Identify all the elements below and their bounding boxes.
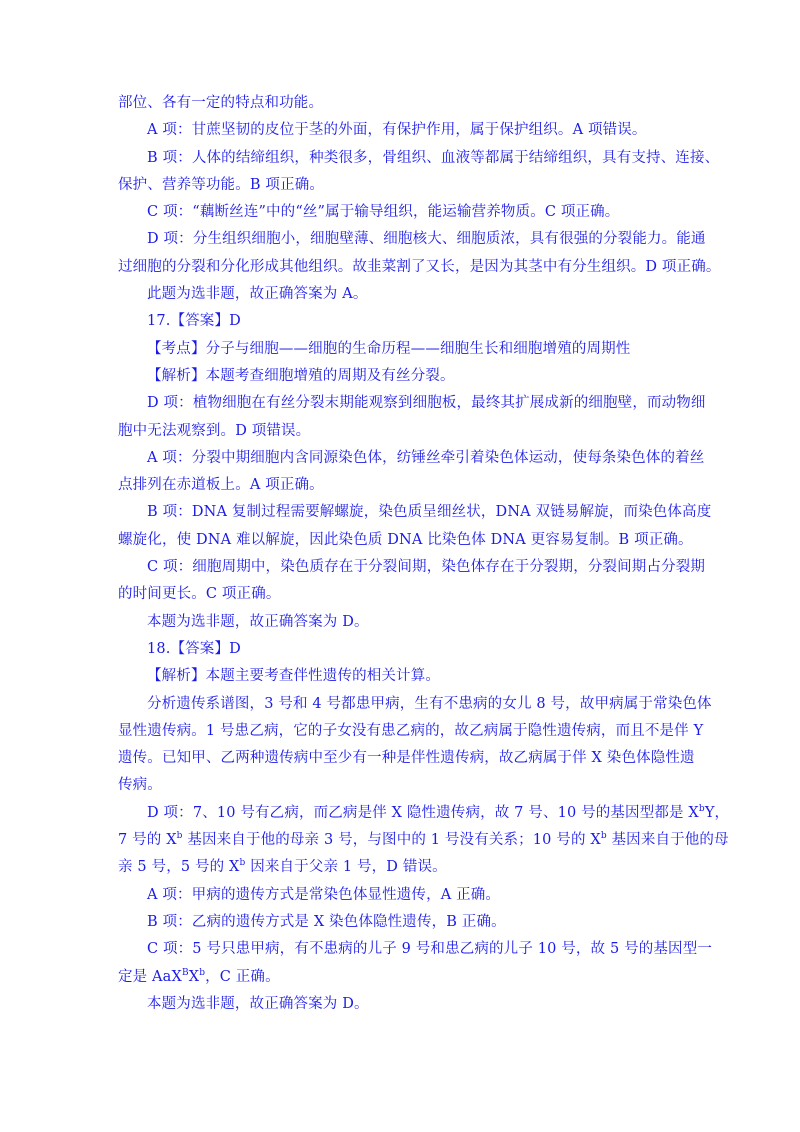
paragraph-line: 【解析】本题主要考查伴性遗传的相关计算。 [147,668,440,685]
paragraph-line: 7 号的 $X^b$ 基因来自于他的母亲 3 号，与图中的 1 号没有关系；10 号的 $X^b$ 基因来自于他的母 [118,831,729,849]
paragraph-line: C 项：“藕断丝连”中的“丝”属于输导组织，能运输营养物质。C 项正确。 [147,204,620,221]
paragraph-line: 此题为选非题，故正确答案为 A。 [147,286,368,303]
paragraph-line: 点排列在赤道板上。A 项正确。 [118,477,324,494]
paragraph-line: 亲 5 号，5 号的 $X^b$ 因来自于父亲 1 号，D 错误。 [118,858,447,876]
paragraph-line: A 项：甘蔗坚韧的皮位于茎的外面，有保护作用，属于保护组织。A 项错误。 [147,122,647,139]
paragraph-line: D 项：植物细胞在有丝分裂末期能观察到细胞板，最终其扩展成新的细胞壁，而动物细 [147,395,706,412]
paragraph-line: B 项：乙病的遗传方式是 X 染色体隐性遗传，B 正确。 [147,913,506,930]
paragraph-line: 螺旋化，使 DNA 难以解旋，因此染色质 DNA 比染色体 DNA 更容易复制。B 项正确。 [118,531,693,548]
paragraph-line: 遗传。已知甲、乙两种遗传病中至少有一种是伴性遗传病，故乙病属于伴 X 染色体隐性遗 [118,750,695,767]
paragraph-line: 【考点】分子与细胞——细胞的生命历程——细胞生长和细胞增殖的周期性 [147,340,631,357]
paragraph-line: 传病。 [118,777,162,794]
paragraph-line: B 项：DNA 复制过程需要解螺旋，染色质呈细丝状，DNA 双链易解旋，而染色体高度 [147,504,712,521]
paragraph-line: 17.【答案】D [147,313,241,330]
paragraph-line: 本题为选非题，故正确答案为 D。 [147,995,369,1012]
paragraph-line: 【解析】本题考查细胞增殖的周期及有丝分裂。 [147,367,455,384]
paragraph-line: D 项：7、10 号有乙病，而乙病是伴 X 隐性遗传病，故 7 号、10 号的基因型都是 $X^bY$， [147,803,730,821]
text-block [118,90,721,800]
paragraph-line: 胞中无法观察到。D 项错误。 [118,422,311,439]
paragraph-line: 过细胞的分裂和分化形成其他组织。故韭菜割了又长，是因为其茎中有分生组织。D 项正确。 [118,258,721,275]
paragraph-line: 18.【答案】D [147,640,241,657]
paragraph-line: 显性遗传病。1 号患乙病，它的子女没有患乙病的，故乙病属于隐性遗传病，而且不是伴 Y [118,722,704,739]
paragraph-line: 定是 $AaX^BX^b$，C 正确。 [118,967,280,985]
paragraph-line: 的时间更长。C 项正确。 [118,586,281,603]
paragraph-line: B 项：人体的结缔组织，种类很多，骨组织、血液等都属于结缔组织，具有支持、连接、 [147,149,720,166]
paragraph-line: 部位、各有一定的特点和功能。 [118,95,324,111]
paragraph-line: 本题为选非题，故正确答案为 D。 [147,613,369,630]
paragraph-line: 保护、营养等功能。B 项正确。 [118,176,325,193]
paragraph-line: C 项：5 号只患甲病，有不患病的儿子 9 号和患乙病的儿子 10 号，故 5 号的基因型一 [147,941,712,958]
paragraph-line: D 项：分生组织细胞小，细胞壁薄、细胞核大、细胞质浓，具有很强的分裂能力。能通 [147,231,706,248]
paragraph-line: C 项：细胞周期中，染色质存在于分裂间期，染色体存在于分裂期，分裂间期占分裂期 [147,559,706,576]
paragraph-line: A 项：甲病的遗传方式是常染色体显性遗传，A 正确。 [147,886,501,903]
paragraph-line: 分析遗传系谱图，3 号和 4 号都患甲病，生有不患病的女儿 8 号，故甲病属于常染色体 [147,695,712,712]
paragraph-line: A 项：分裂中期细胞内含同源染色体，纺锤丝牵引着染色体运动，使每条染色体的着丝 [147,449,705,466]
